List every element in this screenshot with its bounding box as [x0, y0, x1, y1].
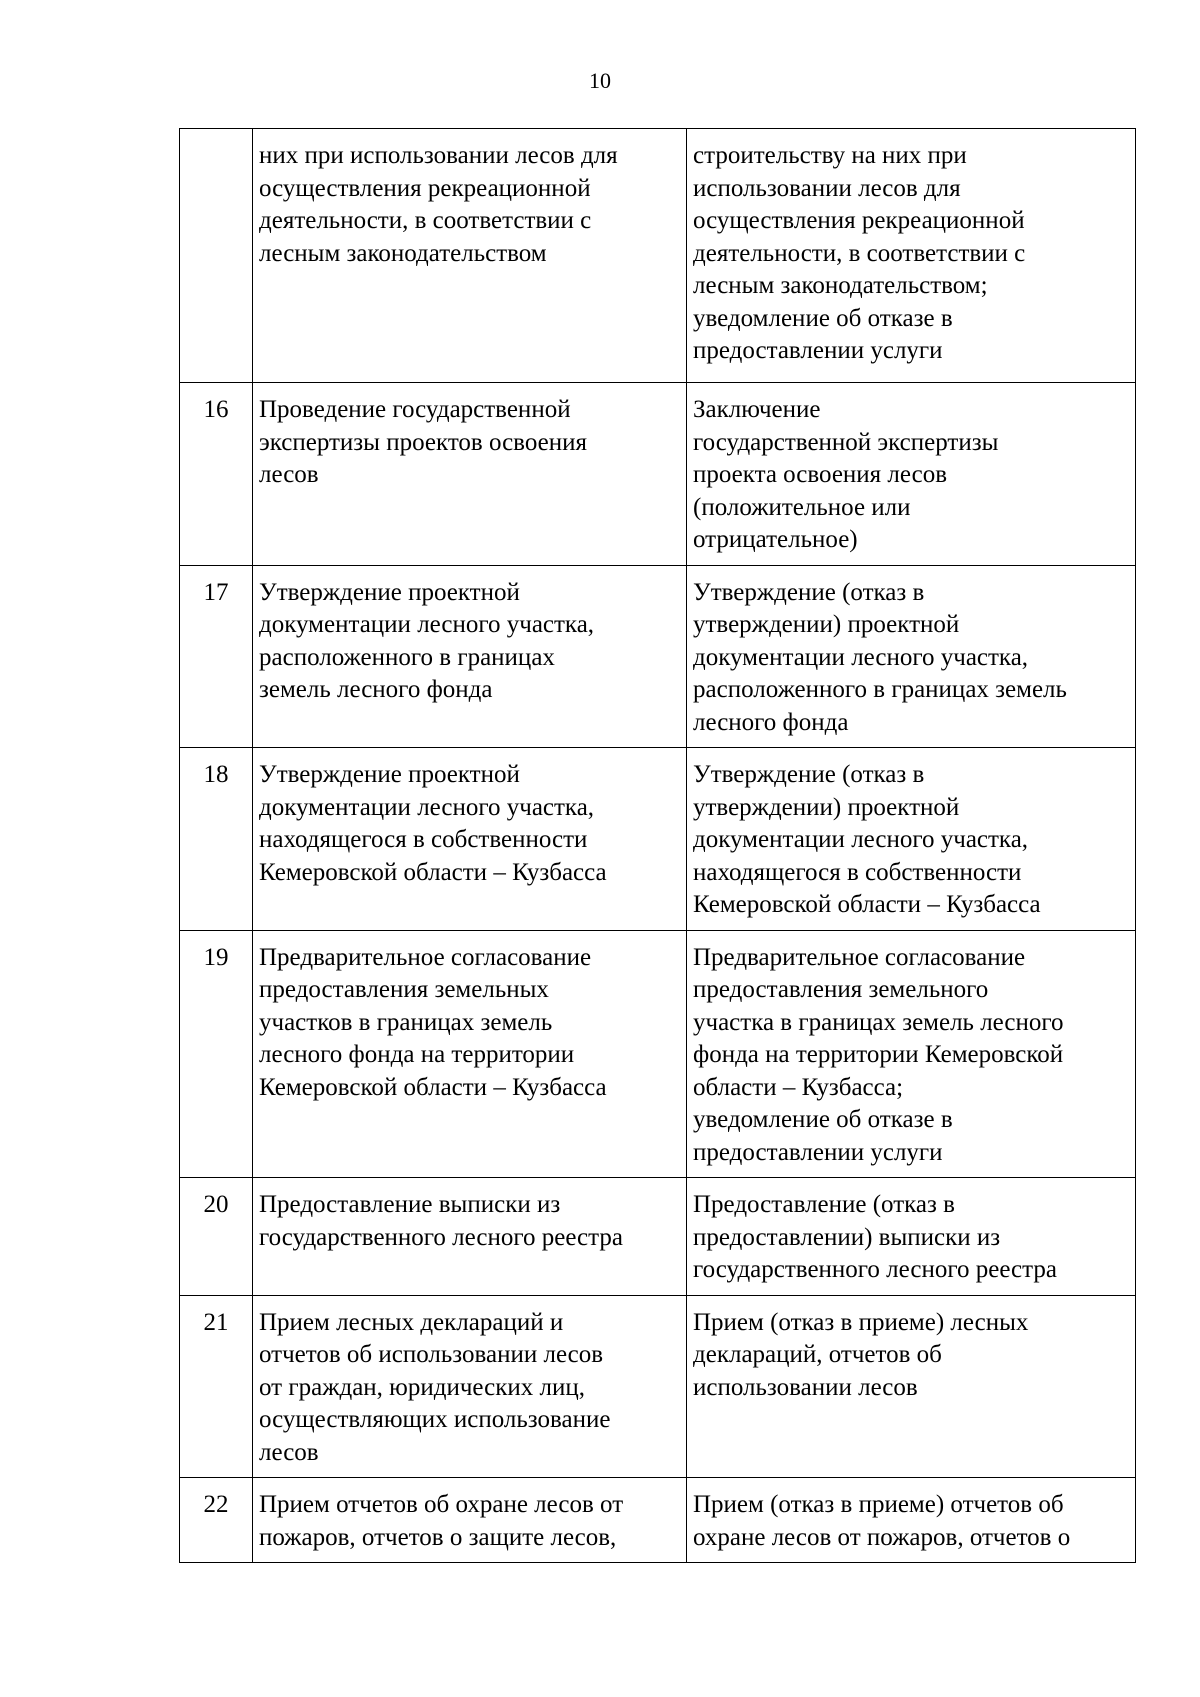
- service-result-cell: [687, 930, 1136, 1178]
- service-result-line: утверждении) проектной: [693, 793, 960, 821]
- table-row: [180, 1295, 1136, 1478]
- service-name-line: лесного фонда на территории: [259, 1041, 575, 1068]
- service-result-line: находящегося в собственности: [693, 858, 1022, 886]
- service-result-cell: [687, 1295, 1136, 1478]
- service-name-cell: [253, 1295, 687, 1478]
- table-row: [180, 748, 1136, 931]
- service-name-line: предоставления земельных: [259, 976, 549, 1003]
- service-name-cell: [253, 930, 687, 1178]
- service-result-line: предоставлении услуги: [693, 337, 943, 364]
- service-name-line: них при использовании лесов для: [259, 142, 618, 169]
- row-number-cell: 16: [180, 383, 253, 566]
- service-result-line: Прием (отказ в приеме) отчетов об: [693, 1491, 1064, 1518]
- service-name-line: отчетов об использовании лесов: [259, 1341, 604, 1368]
- service-name-line: лесным законодательством: [259, 239, 547, 267]
- row-number-cell: 17: [180, 565, 253, 748]
- service-result-cell: [687, 129, 1136, 383]
- service-result-line: лесным законодательством;: [693, 272, 988, 299]
- service-result-cell: [687, 565, 1136, 748]
- service-result-line: документации лесного участка,: [693, 643, 1029, 671]
- table-row: [180, 383, 1136, 566]
- service-result-line: утверждении) проектной: [693, 611, 960, 638]
- service-name-line: экспертизы проектов освоения: [259, 428, 587, 456]
- service-name-line: находящегося в собственности: [259, 826, 588, 853]
- service-result-cell: [687, 1478, 1136, 1563]
- service-name-line: осуществления рекреационной: [259, 174, 591, 202]
- service-result-line: предоставления земельного: [693, 976, 989, 1003]
- services-table-body: [180, 129, 1136, 1563]
- service-result-line: использовании лесов: [693, 1373, 918, 1401]
- row-number-cell: 22: [180, 1478, 253, 1563]
- service-name-line: Предварительное согласование: [259, 943, 592, 971]
- service-name-line: участков в границах земель: [259, 1008, 553, 1036]
- service-name-line: Утверждение проектной: [259, 578, 520, 606]
- service-result-line: Предоставление (отказ в: [693, 1191, 955, 1218]
- service-name-line: Предоставление выписки из: [259, 1191, 561, 1218]
- service-result-line: предоставлении) выписки из: [693, 1223, 1001, 1251]
- service-name-line: деятельности, в соответствии с: [259, 207, 592, 234]
- service-name-line: лесов: [259, 1438, 319, 1466]
- service-name-line: документации лесного участка,: [259, 793, 595, 821]
- service-name-line: Кемеровской области – Кузбасса: [259, 1073, 607, 1101]
- table-row: [180, 565, 1136, 748]
- service-result-line: Утверждение (отказ в: [693, 761, 925, 788]
- service-result-line: Кемеровской области – Кузбасса: [693, 891, 1041, 918]
- service-result-cell: [687, 1178, 1136, 1296]
- service-name-line: от граждан, юридических лиц,: [259, 1373, 585, 1401]
- service-result-line: предоставлении услуги: [693, 1138, 943, 1166]
- service-name-line: Утверждение проектной: [259, 761, 520, 788]
- service-name-line: Кемеровской области – Кузбасса: [259, 858, 607, 886]
- service-result-line: отрицательное): [693, 526, 858, 553]
- service-result-line: охране лесов от пожаров, отчетов о: [693, 1523, 1071, 1551]
- service-result-line: деятельности, в соответствии с: [693, 239, 1026, 267]
- service-name-line: лесов: [259, 461, 319, 488]
- service-name-cell: [253, 565, 687, 748]
- service-name-line: Проведение государственной: [259, 396, 571, 423]
- service-result-line: проекта освоения лесов: [693, 461, 948, 488]
- service-result-line: расположенного в границах земель: [693, 676, 1067, 703]
- services-table: [179, 128, 1136, 1563]
- service-result-line: осуществления рекреационной: [693, 207, 1025, 234]
- service-name-cell: [253, 748, 687, 931]
- service-result-line: документации лесного участка,: [693, 826, 1029, 853]
- table-row: [180, 1478, 1136, 1563]
- service-result-line: Предварительное согласование: [693, 943, 1026, 971]
- table-row: [180, 930, 1136, 1178]
- service-result-line: уведомление об отказе в: [693, 304, 953, 332]
- service-name-line: земель лесного фонда: [259, 676, 493, 703]
- table-row: [180, 1178, 1136, 1296]
- service-result-line: использовании лесов для: [693, 174, 961, 202]
- service-result-line: Заключение: [693, 396, 821, 423]
- table-row: [180, 129, 1136, 383]
- service-name-line: государственного лесного реестра: [259, 1223, 623, 1251]
- service-result-line: (положительное или: [693, 493, 911, 521]
- service-result-cell: [687, 748, 1136, 931]
- service-name-cell: [253, 1478, 687, 1563]
- service-name-line: документации лесного участка,: [259, 611, 595, 638]
- service-name-line: Прием лесных деклараций и: [259, 1308, 564, 1336]
- row-number-cell: 18: [180, 748, 253, 931]
- service-result-line: Утверждение (отказ в: [693, 578, 925, 606]
- service-name-line: осуществляющих использование: [259, 1406, 611, 1433]
- service-name-line: Прием отчетов об охране лесов от: [259, 1491, 624, 1518]
- service-name-cell: [253, 129, 687, 383]
- service-result-line: Прием (отказ в приеме) лесных: [693, 1308, 1029, 1336]
- service-result-line: участка в границах земель лесного: [693, 1008, 1064, 1036]
- page-number: 10: [589, 68, 611, 93]
- row-number-cell: 19: [180, 930, 253, 1178]
- service-result-line: лесного фонда: [693, 708, 849, 736]
- service-name-cell: [253, 1178, 687, 1296]
- row-number-cell: [180, 129, 253, 383]
- service-result-line: фонда на территории Кемеровской: [693, 1041, 1064, 1068]
- service-name-line: пожаров, отчетов о защите лесов,: [259, 1523, 617, 1551]
- service-result-line: уведомление об отказе в: [693, 1106, 953, 1133]
- service-result-line: строительству на них при: [693, 142, 967, 169]
- row-number-cell: 20: [180, 1178, 253, 1296]
- service-name-cell: [253, 383, 687, 566]
- row-number-cell: 21: [180, 1295, 253, 1478]
- service-result-line: области – Кузбасса;: [693, 1073, 904, 1101]
- service-result-line: государственного лесного реестра: [693, 1256, 1057, 1283]
- service-result-line: государственной экспертизы: [693, 428, 999, 456]
- service-result-line: деклараций, отчетов об: [693, 1341, 942, 1368]
- service-result-cell: [687, 383, 1136, 566]
- service-name-line: расположенного в границах: [259, 643, 555, 671]
